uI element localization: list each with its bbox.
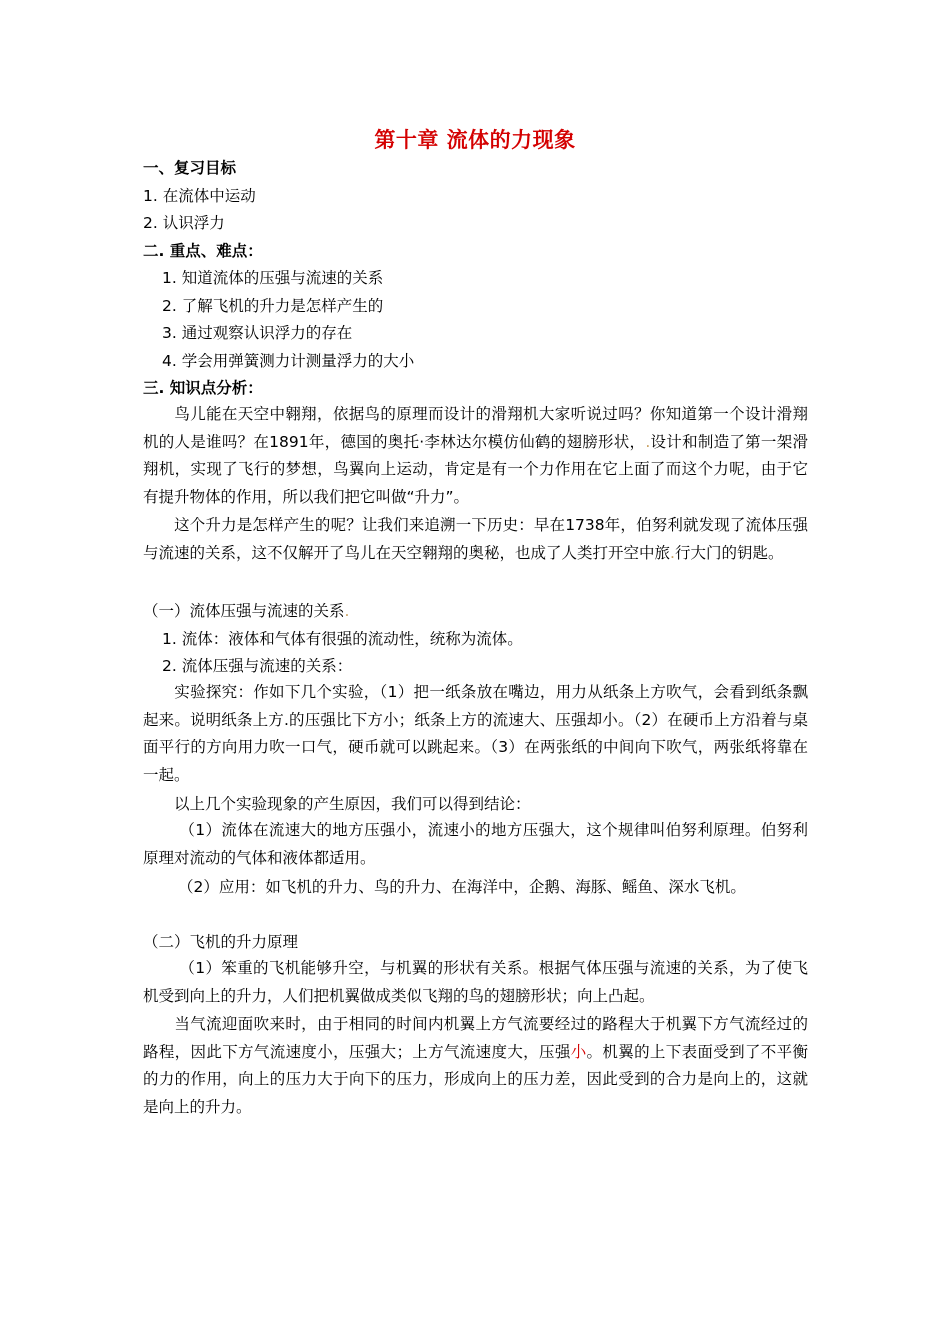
paragraph-application: （2）应用：如飞机的升力、鸟的升力、在海洋中，企鹅、海豚、鳐鱼、深水飞机。 (178, 878, 746, 896)
paragraph-bernoulli (143, 817, 808, 872)
list-item: 2. 认识浮力 (143, 214, 225, 232)
list-item: 3. 通过观察认识浮力的存在 (162, 324, 353, 342)
list-item: 1. 在流体中运动 (143, 187, 256, 205)
paragraph-lift (143, 1011, 808, 1121)
paragraph-text: （1）笨重的飞机能够升空，与机翼的形状有关系。根据气体压强与流速的关系，为了使飞机受到向上的升力，人们把机翼做成类似飞翔的鸟的翅膀形状；向上凸起。 (143, 959, 808, 1005)
paragraph-text: 鸟儿能在天空中翱翔，依据鸟的原理而设计的滑翔机大家听说过吗？你知道第一个设计滑翔机的人是谁吗？在1891年，德国的奥托·李林达尔模仿仙鹤的翅膀形状， (143, 405, 808, 451)
paragraph-text: 当气流迎面吹来时，由于相同的时间内机翼上方气流要经过的路程大于机翼下方气流经过的路程，因此下方气流速度小，压强大；上方气流速度大，压强 (143, 1015, 808, 1061)
paragraph-wing-shape (143, 955, 808, 1010)
paragraph-text: 。机翼的上下表面受到了不平衡的力的作用，向上的压力大于向下的压力，形成向上的压力差，因此受到的合力是向上的，这就是向上的升力。 (143, 1042, 808, 1116)
paragraph-history: 这个升力是怎样产生的呢？让我们来追溯一下历史：早在1738年，伯努利就发现了流体压强与流速的关系，这不仅解开了鸟儿在天空翱翔的奥秘，也成了人类打开空中旅.行大门的钥匙。 (143, 516, 808, 562)
paragraph-glider: 鸟儿能在天空中翱翔，依据鸟的原理而设计的滑翔机大家听说过吗？你知道第一个设计滑翔机的人是谁吗？在1891年，德国的奥托·李林达尔模仿仙鹤的翅膀形状，.设计和制造了第一架滑翔机，实现了飞行的梦想，鸟翼向上运动，肯定是有一个力作用在它上面了而这个力呢，由于它有提升物体的作用，所以我们把它叫做“升力”。 (143, 405, 808, 506)
paragraph-text: 实验探究：作如下几个实验，（1）把一纸条放在嘴边，用力从纸条上方吹气，会看到纸条飘起来。说明纸条上方.的压强比下方小；纸条上方的流速大、压强却小。（2）在硬币上方沿着与桌面平行的方向用力吹一口气，硬币就可以跳起来。（3）在两张纸的中间向下吹气，两张纸将靠在一起。 (143, 683, 808, 784)
paragraph-text: 设计和制造了第一架滑翔机，实现了飞行的梦想，鸟翼向上运动，肯定是有一个力作用在它上面了而这个力呢，由于它有提升物体的作用，所以我们把它叫做“升力”。 (143, 432, 808, 506)
list-item: 2. 了解飞机的升力是怎样产生的 (162, 297, 384, 315)
section-2-heading: 二. 重点、难点： (143, 242, 263, 260)
subsection-1-heading: （一）流体压强与流速的关系. (143, 602, 350, 620)
highlighted-text: 小 (570, 1042, 587, 1061)
subsection-title: （一）流体压强与流速的关系 (143, 602, 345, 620)
page-title: 第十章 流体的力现象 (374, 128, 576, 152)
subsection-2-heading: （二）飞机的升力原理 (143, 933, 299, 951)
list-item: 1. 流体：液体和气体有很强的流动性，统称为流体。 (162, 630, 523, 648)
section-1-heading: 一、复习目标 (143, 159, 237, 177)
list-item: 4. 学会用弹簧测力计测量浮力的大小 (162, 352, 415, 370)
paragraph-experiment (143, 679, 808, 789)
paragraph-text: 行大门的钥匙。 (674, 543, 784, 562)
section-3-heading: 三. 知识点分析： (143, 379, 263, 397)
list-item: 1. 知道流体的压强与流速的关系 (162, 269, 384, 287)
paragraph-text: 这个升力是怎样产生的呢？让我们来追溯一下历史：早在1738年，伯努利就发现了流体压强与流速的关系，这不仅解开了鸟儿在天空翱翔的奥秘，也成了人类打开空中旅 (143, 516, 808, 562)
paragraph-conclusion-intro: 以上几个实验现象的产生原因，我们可以得到结论： (174, 795, 531, 813)
paragraph-text: （1）流体在流速大的地方压强小，流速小的地方压强大，这个规律叫伯努利原理。伯努利原理对流动的气体和液体都适用。 (143, 821, 808, 867)
list-item: 2. 流体压强与流速的关系： (162, 657, 353, 675)
